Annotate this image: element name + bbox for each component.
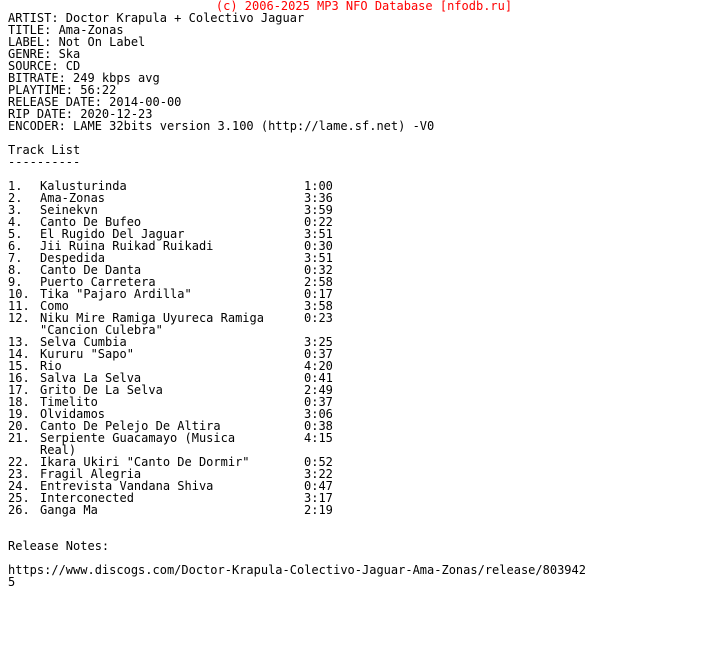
track-list — [8, 180, 720, 516]
track-duration: 0:47 — [304, 479, 333, 493]
track-title: Canto De Pelejo De Altira — [40, 419, 221, 433]
track-duration: 3:25 — [304, 335, 333, 349]
track-title: Despedida — [40, 251, 106, 265]
track-title: El Rugido Del Jaguar — [40, 227, 185, 241]
track-duration: 2:19 — [304, 503, 333, 517]
track-number: 11. — [8, 299, 30, 313]
track-number: 7. — [8, 251, 23, 265]
track-title: Salva La Selva — [40, 371, 142, 385]
track-duration: 1:00 — [304, 179, 333, 193]
track-title: Ikara Ukiri "Canto De Dormir" — [40, 455, 250, 469]
track-duration: 4:15 — [304, 431, 333, 445]
track-number: 23. — [8, 467, 30, 481]
source-line: SOURCE: CD — [8, 59, 81, 73]
title-line: TITLE: Ama-Zonas — [8, 23, 124, 37]
track-row — [8, 504, 720, 516]
track-number: 6. — [8, 239, 23, 253]
encoder-line: ENCODER: LAME 32bits version 3.100 (http://lame.sf.net) -V0 — [8, 119, 435, 133]
track-title: Rio — [40, 359, 62, 373]
playtime-line: PLAYTIME: 56:22 — [8, 83, 117, 97]
track-duration: 3:51 — [304, 227, 333, 241]
track-row — [8, 348, 720, 360]
track-title: Canto De Danta — [40, 263, 142, 277]
track-number: 5. — [8, 227, 23, 241]
track-number: 9. — [8, 275, 23, 289]
track-duration: 2:49 — [304, 383, 333, 397]
track-title: Seinekvn — [40, 203, 98, 217]
track-duration: 0:37 — [304, 347, 333, 361]
release-info — [8, 12, 720, 132]
track-duration: 4:20 — [304, 359, 333, 373]
track-duration: 0:30 — [304, 239, 333, 253]
track-duration: 0:23 — [304, 311, 333, 325]
track-row — [8, 240, 720, 252]
spacer — [8, 528, 720, 540]
track-row — [8, 192, 720, 204]
track-duration: 0:37 — [304, 395, 333, 409]
track-duration: 0:32 — [304, 263, 333, 277]
track-duration: 2:58 — [304, 275, 333, 289]
track-number: 3. — [8, 203, 23, 217]
tracklist-heading: Track List — [8, 143, 81, 157]
track-title: Canto De Bufeo — [40, 215, 142, 229]
track-duration: 3:17 — [304, 491, 333, 505]
track-title: Fragil Alegria — [40, 467, 142, 481]
release-notes-url: https://www.discogs.com/Doctor-Krapula-Colectivo-Jaguar-Ama-Zonas/release/803942 — [8, 563, 586, 577]
track-duration: 0:22 — [304, 215, 333, 229]
track-number: 12. — [8, 311, 30, 325]
track-title: Selva Cumbia — [40, 335, 127, 349]
track-number: 16. — [8, 371, 30, 385]
track-row — [8, 396, 720, 408]
track-title: Jii Ruina Ruikad Ruikadi — [40, 239, 214, 253]
track-number: 20. — [8, 419, 30, 433]
track-title: Kururu "Sapo" — [40, 347, 134, 361]
track-title-continuation: Real) — [40, 443, 77, 457]
track-duration: 3:58 — [304, 299, 333, 313]
artist-line: ARTIST: Doctor Krapula + Colectivo Jaguar — [8, 11, 305, 25]
track-title: Como — [40, 299, 69, 313]
track-number: 25. — [8, 491, 30, 505]
track-title: Grito De La Selva — [40, 383, 163, 397]
track-number: 10. — [8, 287, 30, 301]
track-title: Puerto Carretera — [40, 275, 156, 289]
nfo-document — [8, 0, 720, 588]
track-row — [8, 384, 720, 396]
track-number: 13. — [8, 335, 30, 349]
rip-date-line: RIP DATE: 2020-12-23 — [8, 107, 153, 121]
track-title: Ganga Ma — [40, 503, 98, 517]
track-duration: 3:51 — [304, 251, 333, 265]
track-title: Interconected — [40, 491, 134, 505]
track-number: 4. — [8, 215, 23, 229]
spacer — [8, 516, 720, 528]
release-date-line: RELEASE DATE: 2014-00-00 — [8, 95, 182, 109]
track-row — [8, 432, 720, 444]
track-number: 24. — [8, 479, 30, 493]
spacer — [8, 132, 720, 144]
track-duration: 3:59 — [304, 203, 333, 217]
track-duration: 3:22 — [304, 467, 333, 481]
site-copyright-header[interactable]: (c) 2006-2025 MP3 NFO Database [nfodb.ru] — [215, 0, 513, 13]
track-title: Kalusturinda — [40, 179, 127, 193]
track-duration: 0:17 — [304, 287, 333, 301]
track-number: 8. — [8, 263, 23, 277]
track-number: 1. — [8, 179, 23, 193]
tracklist-underline: ---------- — [8, 155, 81, 169]
bitrate-line: BITRATE: 249 kbps avg — [8, 71, 160, 85]
track-row — [8, 288, 720, 300]
track-title: Entrevista Vandana Shiva — [40, 479, 214, 493]
track-row — [8, 180, 720, 192]
track-number: 26. — [8, 503, 30, 517]
track-title-continuation: "Cancion Culebra" — [40, 323, 163, 337]
track-number: 22. — [8, 455, 30, 469]
track-duration: 0:52 — [304, 455, 333, 469]
track-number: 19. — [8, 407, 30, 421]
track-row — [8, 492, 720, 504]
track-number: 21. — [8, 431, 30, 445]
track-title: Serpiente Guacamayo (Musica — [40, 431, 236, 445]
release-notes-url-continued: 5 — [8, 575, 16, 589]
track-number: 15. — [8, 359, 30, 373]
track-number: 2. — [8, 191, 23, 205]
track-duration: 3:06 — [304, 407, 333, 421]
genre-line: GENRE: Ska — [8, 47, 81, 61]
track-duration: 0:38 — [304, 419, 333, 433]
release-notes-heading: Release Notes: — [8, 539, 110, 553]
track-duration: 0:41 — [304, 371, 333, 385]
label-line: LABEL: Not On Label — [8, 35, 146, 49]
track-number: 17. — [8, 383, 30, 397]
track-title: Niku Mire Ramiga Uyureca Ramiga — [40, 311, 264, 325]
track-title: Timelito — [40, 395, 98, 409]
track-number: 14. — [8, 347, 30, 361]
track-duration: 3:36 — [304, 191, 333, 205]
track-row — [8, 312, 720, 324]
track-number: 18. — [8, 395, 30, 409]
track-title: Tika "Pajaro Ardilla" — [40, 287, 192, 301]
track-title: Olvidamos — [40, 407, 106, 421]
track-title: Ama-Zonas — [40, 191, 106, 205]
